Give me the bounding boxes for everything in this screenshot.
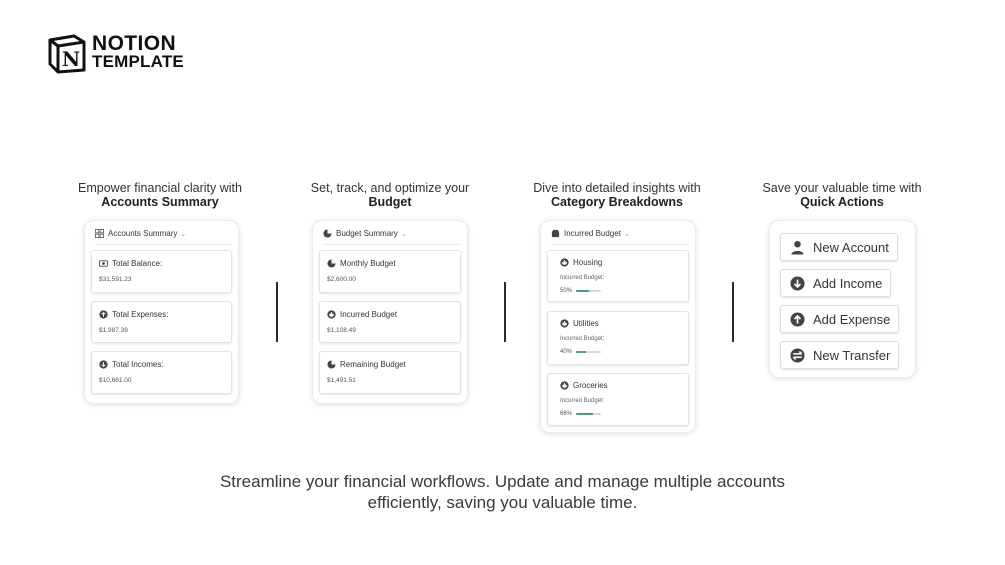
button-label: Add Expense [813, 311, 891, 327]
tile-value: $1,108.49 [327, 327, 356, 334]
button-label: New Transfer [813, 347, 891, 363]
caption-intro: Dive into detailed insights with [533, 181, 701, 195]
tile-value: $31,591.23 [99, 276, 132, 283]
tile-sub-label: Incurred Budget: [560, 398, 605, 404]
progress-row [560, 288, 601, 294]
card-header-label: Accounts Summary [108, 229, 178, 238]
wallet-icon [551, 229, 560, 238]
new-account-button[interactable] [780, 233, 898, 261]
caption-intro: Save your valuable time with [762, 181, 922, 195]
progress-row [560, 411, 601, 417]
tile-label: Total Expenses: [112, 310, 169, 319]
budget-summary-card [312, 220, 468, 404]
caption-feature: Category Breakdowns [551, 195, 683, 209]
card-header[interactable] [95, 225, 232, 245]
footer-line-1: Streamline your financial workflows. Update and manage multiple accounts [219, 472, 786, 491]
card-header[interactable] [323, 225, 461, 245]
piggy-icon [560, 258, 569, 267]
arrow-up-circle-icon [790, 312, 805, 327]
budget-tile-incurred[interactable] [319, 301, 461, 343]
progress-bar-fill [576, 290, 589, 292]
section-divider [732, 282, 734, 342]
button-label: New Account [813, 239, 889, 255]
category-tile-utilities[interactable] [547, 311, 689, 365]
pie-icon [327, 259, 336, 268]
piggy-icon [560, 381, 569, 390]
arrow-up-circle-icon [99, 310, 108, 319]
arrow-down-circle-icon [790, 276, 805, 291]
logo-line-notion: NOTION [92, 32, 177, 55]
tile-label: Total Incomes: [112, 360, 164, 369]
tile-label: Groceries [573, 381, 608, 390]
progress-bar [576, 290, 601, 292]
tile-label: Monthly Budget [340, 259, 396, 268]
progress-bar-fill [576, 351, 586, 353]
progress-percent: 66% [560, 411, 573, 417]
card-header[interactable] [551, 225, 689, 245]
add-income-button[interactable] [780, 269, 891, 297]
piggy-icon [560, 319, 569, 328]
arrow-down-circle-icon [99, 360, 108, 369]
categories-caption [517, 181, 717, 209]
category-tile-groceries[interactable] [547, 373, 689, 426]
pie-icon [327, 360, 336, 369]
piggy-icon [327, 310, 336, 319]
logo-line-template: TEMPLATE [92, 52, 184, 71]
caption-feature: Accounts Summary [101, 195, 219, 209]
pie-icon [323, 229, 332, 238]
transfer-icon [790, 348, 805, 363]
chevron-down-icon: ⌄ [400, 230, 407, 238]
caption-feature: Budget [368, 195, 412, 209]
button-label: Add Income [813, 275, 883, 291]
tile-label: Total Balance: [112, 259, 163, 268]
category-tile-housing[interactable] [547, 250, 689, 302]
svg-text:N: N [61, 47, 81, 71]
tile-label: Incurred Budget [340, 310, 397, 319]
budget-caption [290, 181, 490, 209]
account-tile-total-expenses[interactable] [91, 301, 232, 343]
chevron-down-icon: ⌄ [623, 230, 630, 238]
budget-tile-remaining[interactable] [319, 351, 461, 394]
progress-bar [576, 413, 601, 415]
notion-logo-icon [46, 32, 88, 74]
budget-tile-monthly[interactable] [319, 250, 461, 293]
tile-label: Housing [573, 258, 603, 267]
notion-template-logo [46, 32, 184, 74]
person-icon [790, 240, 805, 255]
footer-line-2: efficiently, saving you valuable time. [367, 493, 638, 512]
add-expense-button[interactable] [780, 305, 899, 333]
tile-sub-label: Incurred Budget: [560, 275, 605, 281]
accounts-summary-card [84, 220, 239, 404]
progress-row [560, 349, 601, 355]
progress-percent: 40% [560, 349, 573, 355]
tile-sub-label: Incurred Budget: [560, 336, 605, 342]
caption-feature: Quick Actions [800, 195, 884, 209]
tile-value: $2,600.00 [327, 276, 356, 283]
progress-percent: 50% [560, 288, 573, 294]
quick-actions-caption [742, 181, 942, 209]
caption-intro: Empower financial clarity with [78, 181, 242, 195]
card-header-label: Budget Summary [336, 229, 398, 238]
section-divider [504, 282, 506, 342]
section-divider [276, 282, 278, 342]
tile-value: $10,661.00 [99, 377, 132, 384]
progress-bar [576, 351, 601, 353]
incurred-budget-card [540, 220, 696, 433]
quick-actions-card [769, 220, 916, 378]
caption-intro: Set, track, and optimize your [310, 181, 470, 195]
account-tile-total-incomes[interactable] [91, 351, 232, 394]
account-tile-total-balance[interactable] [91, 250, 232, 293]
tile-label: Utilities [573, 319, 599, 328]
chevron-down-icon: ⌄ [180, 230, 187, 238]
footer-tagline [0, 471, 1005, 513]
tile-label: Remaining Budget [340, 360, 406, 369]
tile-value: $1,491.51 [327, 377, 356, 384]
progress-bar-fill [576, 413, 593, 415]
accounts-summary-caption [60, 181, 260, 209]
card-header-label: Incurred Budget [564, 229, 621, 238]
new-transfer-button[interactable] [780, 341, 899, 369]
grid-icon [95, 229, 104, 238]
tile-value: $1,987.39 [99, 327, 128, 334]
cash-icon [99, 259, 108, 268]
